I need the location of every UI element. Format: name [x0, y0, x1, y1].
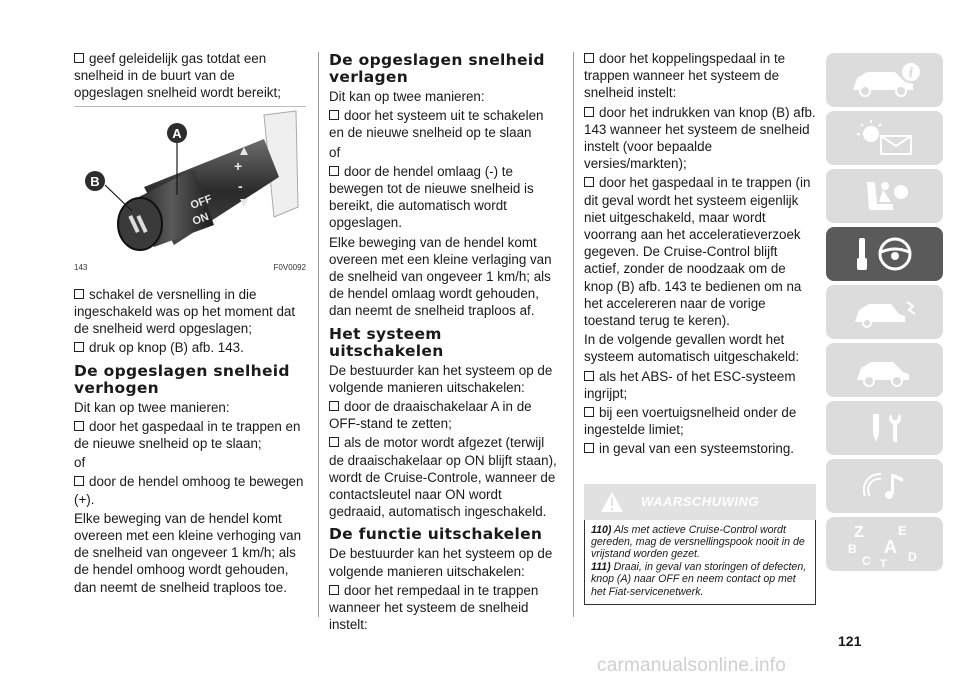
- section-heading: De opgeslagen snelheid verlagen: [329, 51, 545, 86]
- figure-number: 143: [74, 262, 88, 272]
- warning-title: WAARSCHUWING: [641, 494, 759, 510]
- tab-warning-lights[interactable]: [826, 111, 943, 165]
- paragraph: Elke beweging van de hendel komt overeen met een kleine verlaging van de snelheid van ongeveer 1 km/h; als de hendel omlaag wordt gehouden, dan neemt de snelheid traploos af.: [329, 234, 552, 319]
- tab-alphabetical-index[interactable]: [826, 517, 943, 571]
- bullet-box-icon: [329, 110, 339, 120]
- warning-body: [584, 520, 816, 605]
- callout-a: A: [172, 125, 182, 141]
- column-1: [74, 50, 306, 598]
- bullet-box-icon: [584, 107, 594, 117]
- column-3: [584, 50, 816, 605]
- lever-illustration: [74, 107, 306, 257]
- section-heading: De opgeslagen snelheid verhogen: [74, 361, 290, 397]
- bullet-box-icon: [329, 437, 339, 447]
- lead-text: Dit kan op twee manieren:: [74, 399, 230, 415]
- tab-key-steering-wheel[interactable]: [826, 227, 943, 281]
- column-divider: [318, 52, 319, 617]
- index-letter: T: [879, 558, 887, 569]
- bullet: als het ABS- of het ESC-systeem ingrijpt;: [584, 368, 796, 401]
- plus-label: +: [234, 157, 243, 174]
- watermark: carmanualsonline.info: [597, 655, 787, 676]
- lead-text: De bestuurder kan het systeem op de volgende manieren uitschakelen:: [329, 362, 553, 395]
- chapter-tabs: [826, 53, 943, 575]
- bullet: door het indrukken van knop (B) afb. 143 wanneer het systeem de snelheid instelt (voor bepaalde versies/markten);: [584, 104, 816, 172]
- bullet: druk op knop (B) afb. 143.: [74, 339, 306, 356]
- intro-bullet: geef geleidelijk gas totdat een snelheid in de buurt van de opgeslagen snelheid wordt bereikt;: [74, 51, 281, 101]
- car-maintenance-icon: [845, 350, 925, 390]
- bullet-box-icon: [74, 53, 84, 63]
- warning-box: [584, 484, 816, 605]
- bullet-box-icon: [584, 177, 594, 187]
- car-accident-icon: [845, 292, 925, 332]
- lead-text: In de volgende gevallen wordt het systeem automatisch uitgeschakeld:: [584, 332, 800, 365]
- bullet-box-icon: [74, 421, 84, 431]
- warning-triangle-icon: [600, 491, 624, 513]
- index-letter: C: [861, 554, 871, 568]
- seat-airbag-icon: [845, 176, 925, 216]
- bullet: door het gaspedaal in te trappen en de nieuwe snelheid op te slaan;: [74, 418, 301, 452]
- index-letter: A: [883, 537, 897, 557]
- bullet-box-icon: [584, 407, 594, 417]
- bullet: door de hendel omhoog te bewegen (+).: [74, 474, 304, 507]
- bullet: door de hendel omlaag (-) te bewegen tot de nieuwe snelheid is bereikt, die automatisch wordt opgeslagen.: [329, 163, 534, 231]
- column-2: [329, 50, 561, 635]
- arrow-down-icon: [240, 199, 248, 207]
- warning-number: 110): [591, 523, 612, 536]
- index-letter: E: [897, 523, 907, 538]
- bullet-box-icon: [329, 166, 339, 176]
- warning-item: 111) Draai, in geval van storingen of defecten, knop (A) naar OFF en neem contact op met het Fiat-servicenetwerk.: [591, 560, 807, 598]
- or-text: of: [329, 144, 341, 160]
- tab-wrench-screwdriver[interactable]: [826, 401, 943, 455]
- page-number: 121: [838, 633, 862, 649]
- multimedia-music-icon: [845, 466, 925, 506]
- on-label: ON: [190, 210, 211, 228]
- bullet: door het gaspedaal in te trappen (in dit geval wordt het systeem eigenlijk niet uitgeschakeld, maar wordt voorrang aan het acceleratieverzoek gegeven. De Cruise-Control blijft actief, zonder de noodzaak om de knop (B) afb. 143 te bedienen om na het accelereren naar de vorige toestand terug te keren).: [584, 175, 811, 329]
- tab-seat-airbag[interactable]: [826, 169, 943, 223]
- bullet: door het koppelingspedaal in te trappen wanneer het systeem de snelheid instelt:: [584, 51, 786, 101]
- minus-label: -: [238, 177, 243, 194]
- section-heading: Het systeem uitschakelen: [329, 324, 444, 360]
- alphabetical-index-icon: [840, 519, 930, 569]
- tab-car-maintenance[interactable]: [826, 343, 943, 397]
- bullet: door het systeem uit te schakelen en de nieuwe snelheid op te slaan: [329, 108, 544, 141]
- index-letter: Z: [853, 524, 864, 541]
- bullet: schakel de versnelling in die ingeschakeld was op het moment dat de snelheid werd opgeslagen;: [74, 286, 296, 337]
- bullet-box-icon: [584, 371, 594, 381]
- bullet-box-icon: [329, 585, 339, 595]
- section-heading: De functie uitschakelen: [329, 525, 543, 544]
- figure-143: [74, 106, 306, 257]
- warning-number: 111): [591, 560, 611, 573]
- bullet: bij een voertuigsnelheid onder de ingestelde limiet;: [584, 405, 797, 438]
- bullet: door het rempedaal in te trappen wanneer het systeem de snelheid instelt:: [329, 582, 539, 633]
- car-info-icon: [845, 60, 925, 100]
- callout-b: B: [90, 173, 100, 189]
- bullet-box-icon: [329, 401, 339, 411]
- bullet: in geval van een systeemstoring.: [584, 440, 816, 457]
- bullet-box-icon: [74, 342, 84, 352]
- bullet-box-icon: [74, 476, 84, 486]
- or-text: of: [74, 455, 86, 471]
- bullet-box-icon: [584, 443, 594, 453]
- bullet-box-icon: [584, 53, 594, 63]
- key-steering-wheel-icon: [845, 234, 925, 274]
- lead-text: Dit kan op twee manieren:: [329, 89, 485, 104]
- lead-text: De bestuurder kan het systeem op de volgende manieren uitschakelen:: [329, 546, 553, 579]
- tab-car-info[interactable]: [826, 53, 943, 107]
- warning-header: [584, 484, 816, 520]
- warning-item: 110) Als met actieve Cruise-Control wordt gereden, mag de versnellingspook nooit in de vrijstand worden gezet.: [591, 523, 805, 561]
- index-letter: D: [907, 550, 917, 564]
- index-letter: B: [847, 542, 857, 556]
- bullet: door de draaischakelaar A in de OFF-stand te zetten;: [329, 399, 532, 432]
- column-divider: [573, 52, 574, 617]
- wrench-screwdriver-icon: [845, 408, 925, 448]
- figure-caption: [74, 259, 306, 276]
- bullet-box-icon: [74, 289, 84, 299]
- svg-text:i: i: [908, 66, 913, 81]
- bullet: als de motor wordt afgezet (terwijl de draaischakelaar op ON blijft staan), wordt de Cruise-Controle, wanneer de contactsleutel naar ON wordt gedraaid, automatisch ingeschakeld.: [329, 435, 557, 520]
- warning-lights-icon: [845, 118, 925, 158]
- figure-code: F0V0092: [273, 262, 306, 272]
- off-label: OFF: [188, 192, 214, 212]
- paragraph: Elke beweging van de hendel komt overeen met een kleine verhoging van de snelheid van ongeveer 1 km/h; als de hendel omhoog wordt gehouden, dan neemt de snelheid traploos toe.: [74, 510, 302, 595]
- tab-car-accident[interactable]: [826, 285, 943, 339]
- tab-multimedia[interactable]: [826, 459, 943, 513]
